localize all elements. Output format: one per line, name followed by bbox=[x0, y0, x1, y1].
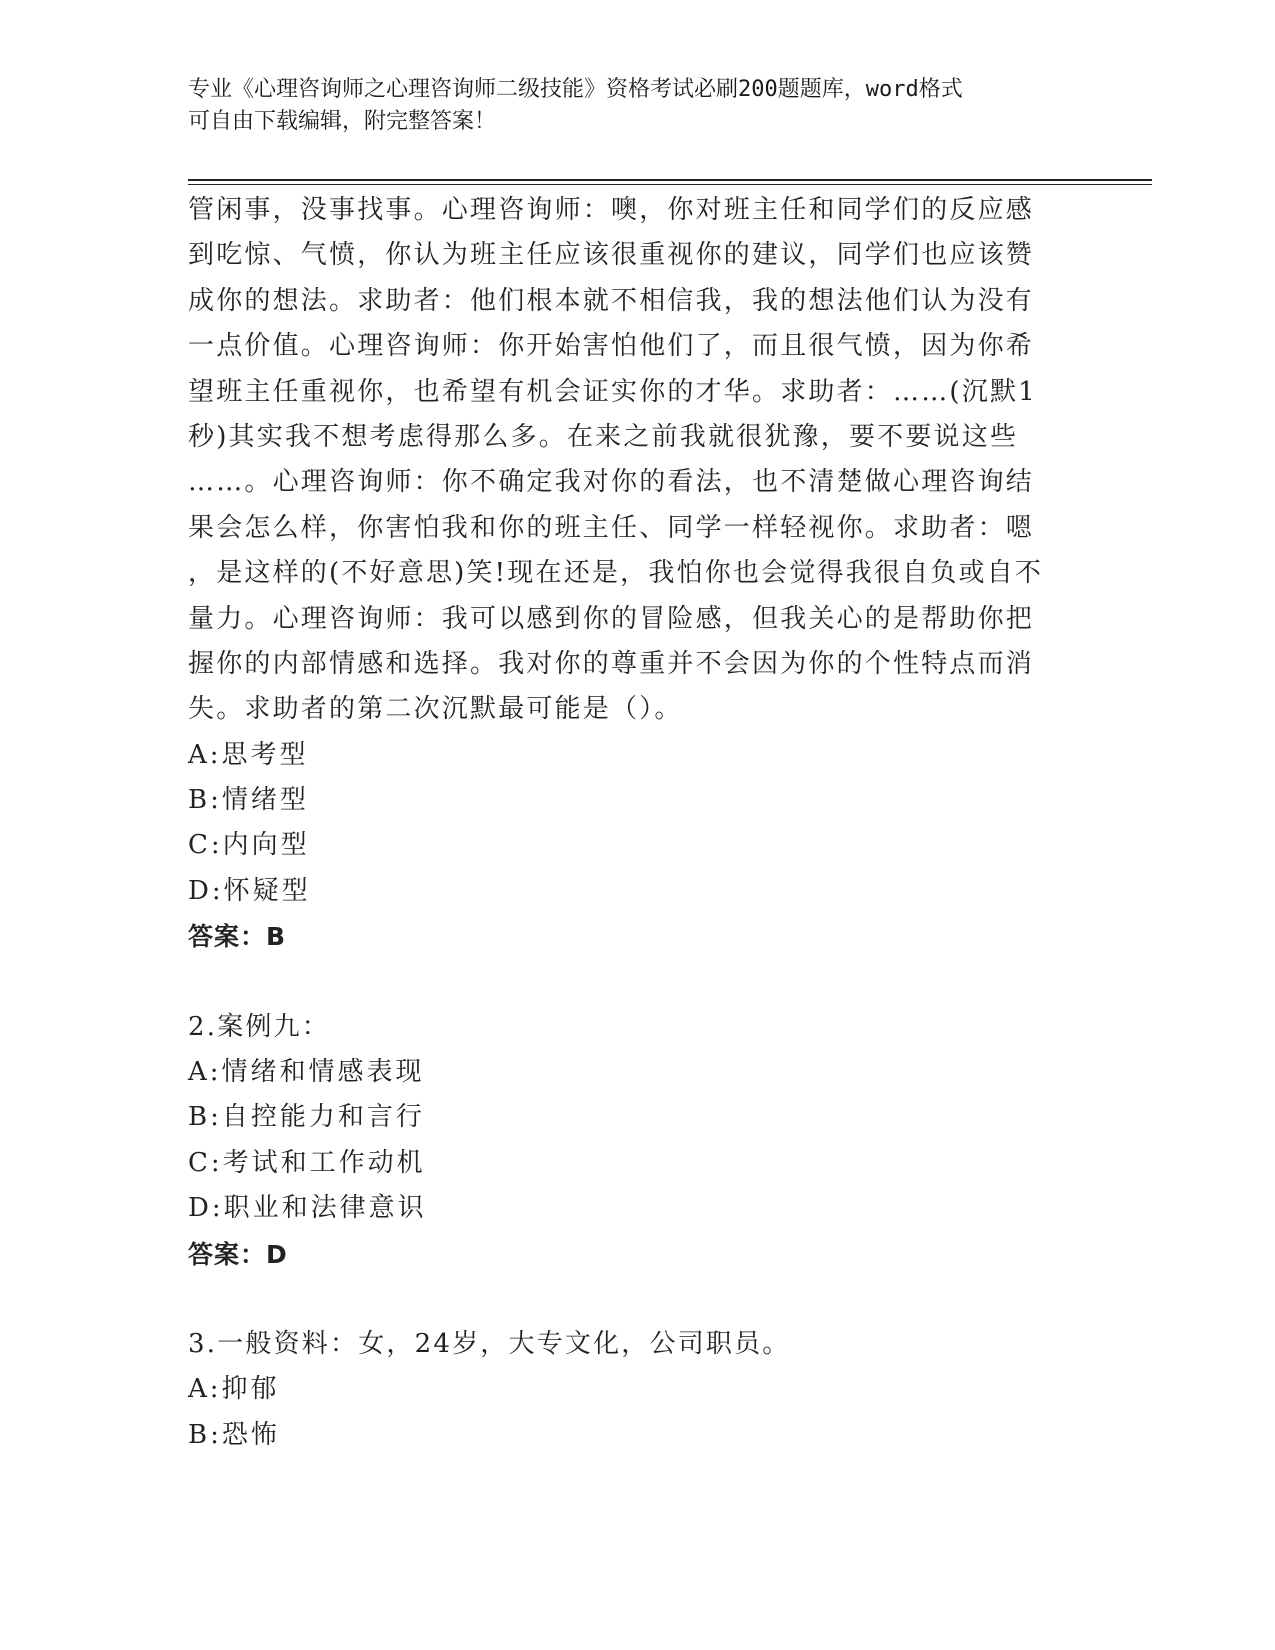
question-1-line: 量力。心理咨询师：我可以感到你的冒险感，但我关心的是帮助你把 bbox=[188, 603, 1035, 634]
question-1 bbox=[188, 188, 1088, 960]
question-1-line: 果会怎么样，你害怕我和你的班主任、同学一样轻视你。求助者：嗯 bbox=[188, 512, 1035, 543]
question-1-line: 管闲事，没事找事。心理咨询师：噢，你对班主任和同学们的反应感 bbox=[188, 195, 1035, 225]
document-body bbox=[188, 188, 1088, 1458]
question-1-line: 望班主任重视你，也希望有机会证实你的才华。求助者：……(沉默1 bbox=[188, 376, 1037, 407]
question-1-line: 握你的内部情感和选择。我对你的尊重并不会因为你的个性特点而消 bbox=[188, 648, 1035, 679]
question-1-line: ，是这样的(不好意思)笑!现在还是，我怕你也会觉得我很自负或自不 bbox=[188, 558, 1044, 589]
question-1-line: 秒)其实我不想考虑得那么多。在来之前我就很犹豫，要不要说这些 bbox=[188, 421, 1019, 452]
document-header: 专业《心理咨询师之心理咨询师二级技能》资格考试必刷200题题库，word格式 可自由下载编辑，附完整答案！ bbox=[188, 77, 963, 134]
question-2-option-a: A:情绪和情感表现 bbox=[188, 1057, 425, 1088]
question-1-option-d: D:怀疑型 bbox=[188, 875, 311, 906]
question-1-answer: 答案：B bbox=[188, 922, 287, 952]
question-3-option-a: A:抑郁 bbox=[188, 1374, 280, 1405]
header-rule-thick bbox=[188, 179, 1152, 181]
question-2-option-b: B:自控能力和言行 bbox=[188, 1102, 425, 1133]
spacer bbox=[188, 960, 1088, 1005]
question-2-title: 2.案例九： bbox=[188, 1011, 331, 1042]
question-3-title: 3.一般资料：女，24岁，大专文化，公司职员。 bbox=[188, 1328, 791, 1359]
question-2 bbox=[188, 1005, 1088, 1277]
question-1-line: 一点价值。心理咨询师：你开始害怕他们了，而且很气愤，因为你希 bbox=[188, 331, 1035, 362]
question-1-line: 到吃惊、气愤，你认为班主任应该很重视你的建议，同学们也应该赞 bbox=[188, 240, 1035, 271]
question-3-option-b: B:恐怖 bbox=[188, 1419, 280, 1450]
question-2-option-c: C:考试和工作动机 bbox=[188, 1147, 426, 1178]
question-2-option-d: D:职业和法律意识 bbox=[188, 1193, 427, 1224]
header-rule-thin bbox=[188, 184, 1152, 185]
question-1-line: ……。心理咨询师：你不确定我对你的看法，也不清楚做心理咨询结 bbox=[188, 467, 1035, 498]
question-1-option-c: C:内向型 bbox=[188, 830, 310, 861]
question-2-answer: 答案：D bbox=[188, 1239, 288, 1269]
question-1-option-b: B:情绪型 bbox=[188, 785, 309, 816]
question-1-option-a: A:思考型 bbox=[188, 739, 309, 770]
question-1-line: 失。求助者的第二次沉默最可能是（）。 bbox=[188, 694, 683, 725]
question-1-line: 成你的想法。求助者：他们根本就不相信我，我的想法他们认为没有 bbox=[188, 285, 1035, 316]
question-3 bbox=[188, 1322, 1088, 1458]
spacer bbox=[188, 1277, 1088, 1322]
